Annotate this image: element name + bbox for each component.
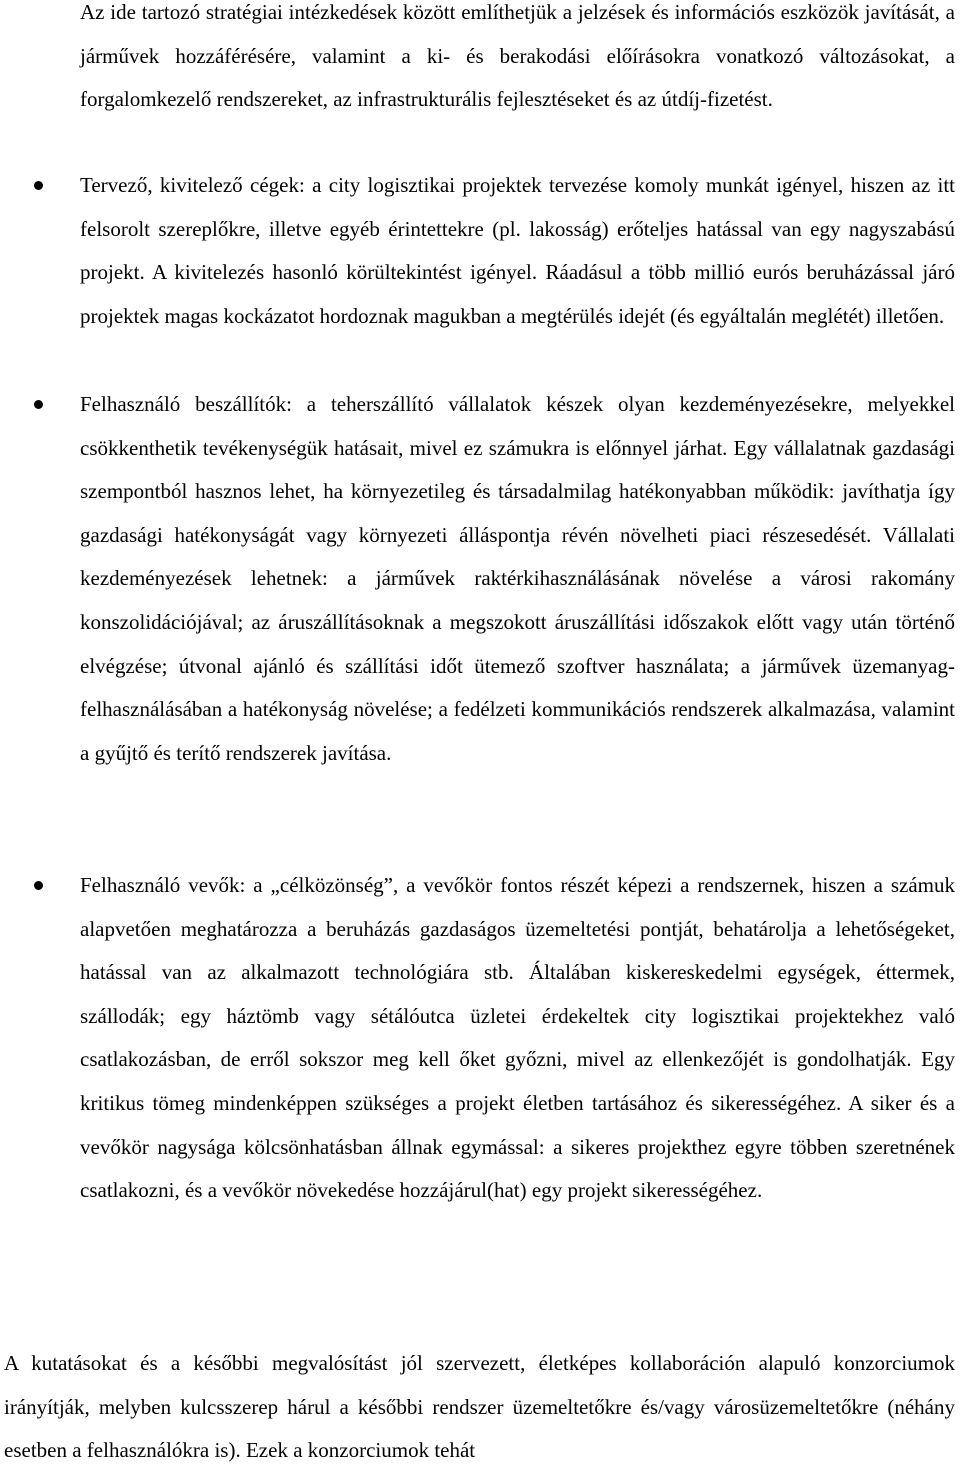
bullet-icon <box>34 181 43 190</box>
list-item-text: Felhasználó vevők: a „célközönség”, a vevőkör fontos részét képezi a rendszernek, hiszen a számuk alapvetően meghatározza a beruházás gazdaságos üzemeltetési pontját, behatárolja a lehetőségeket, hatással van az alkalmazott technológiára stb. Általában kiskereskedelmi egységek, éttermek, szállodák; egy háztömb vagy sétálóutca üzletei érdekeltek city logisztikai projektekhez való csatlakozásban, de erről sokszor meg kell őket győzni, mivel az ellenkezőjét is gondolhatják. Egy kritikus tömeg mindenképpen szükséges a projekt életben tartásához és sikerességéhez. A siker és a vevőkör nagysága kölcsönhatásban állnak egymással: a sikeres projekthez egyre többen szeretnének csatlakozni, és a vevőkör növekedése hozzájárul(hat) egy projekt sikerességéhez. <box>80 873 955 1203</box>
intro-paragraph: Az ide tartozó stratégiai intézkedések között említhetjük a jelzések és információs eszközök javítását, a járművek hozzáférésére, valamint a ki- és berakodási előírásokra vonatkozó változásokat, a forgalomkezelő rendszereket, az infrastrukturális fejlesztéseket és az útdíj-fizetést. <box>80 0 955 112</box>
closing-paragraph: A kutatásokat és a későbbi megvalósítást jól szervezett, életképes kollaboráción alapuló konzorciumok irányítják, melyben kulcsszerep hárul a későbbi rendszer üzemeltetőkre és/vagy városüzemeltetőkre (néhány esetben a felhasználókra is). Ezek a konzorciumok tehát <box>4 1351 955 1463</box>
bullet-icon <box>34 881 43 890</box>
bullet-icon <box>34 400 43 409</box>
list-item-text: Felhasználó beszállítók: a teherszállító vállalatok készek olyan kezdeményezésekre, melyekkel csökkenthetik tevékenységük hatásait, mivel ez számukra is előnnyel járhat. Egy vállalatnak gazdasági szempontból hasznos lehet, ha környezetileg és társadalmilag hatékonyabban működik: javíthatja így gazdasági hatékonyságát vagy környezeti álláspontja révén növelheti piaci részesedését. Vállalati kezdeményezések lehetnek: a járművek raktérkihasználásának növelése a városi rakomány konszolidációjával; az áruszállításoknak a megszokott áruszállítási időszakok előtt vagy után történő elvégzése; útvonal ajánló és szállítási időt ütemező szoftver használata; a járművek üzemanyag-felhasználásában a hatékonyság növelése; a fedélzeti kommunikációs rendszerek alkalmazása, valamint a gyűjtő és terítő rendszerek javítása. <box>80 392 955 765</box>
list-item-text: Tervező, kivitelező cégek: a city logisztikai projektek tervezése komoly munkát igényel, hiszen az itt felsorolt szereplőkre, illetve egyéb érintettekre (pl. lakosság) erőteljes hatással van egy nagyszabású projekt. A kivitelezés hasonló körültekintést igényel. Ráadásul a több millió eurós beruházással járó projektek magas kockázatot hordoznak magukban a megtérülés idejét (és egyáltalán meglétét) illetően. <box>80 173 955 328</box>
